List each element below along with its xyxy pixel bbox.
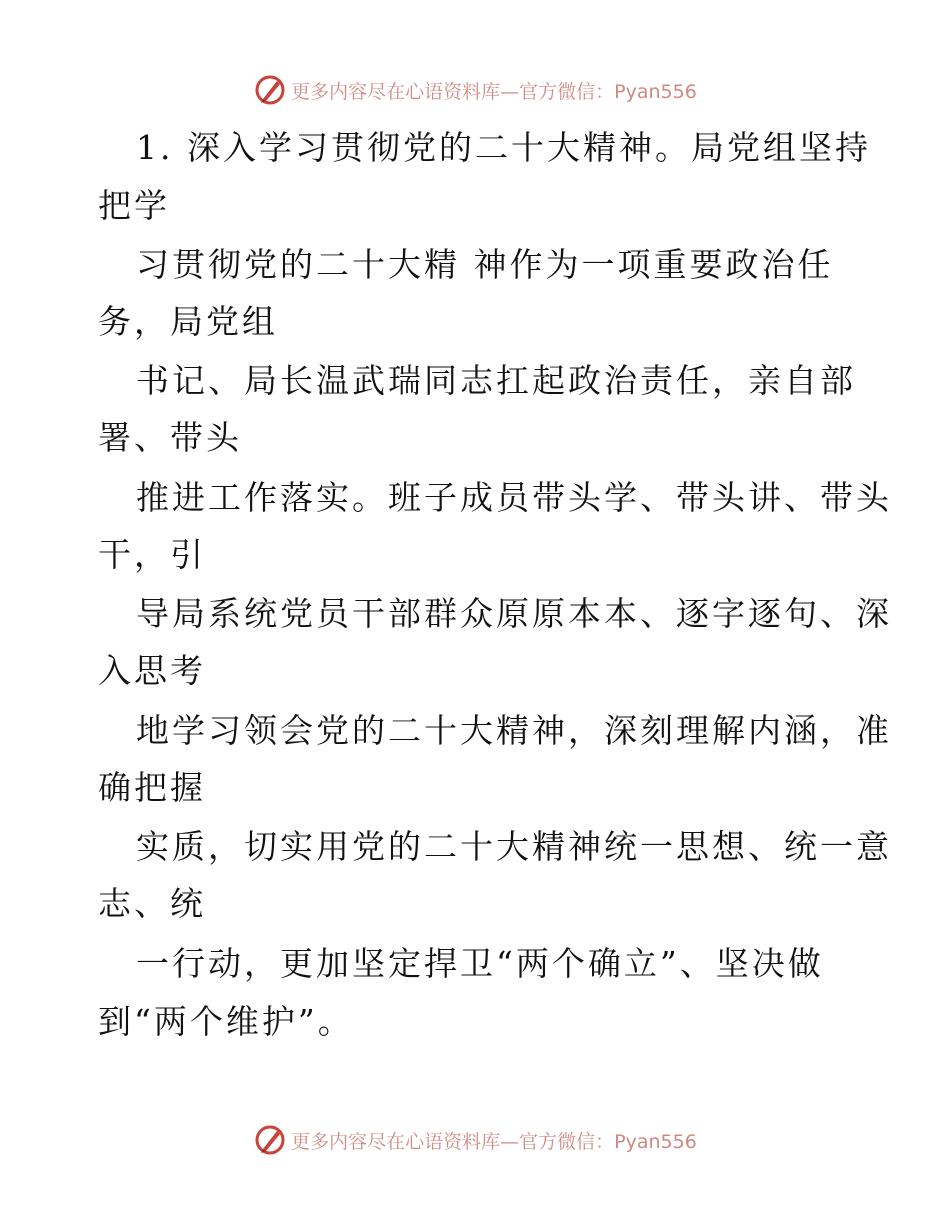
body-line: 志、统 xyxy=(98,884,206,923)
body-line: 导局系统党员干部群众原原本本、逐字逐句、深 xyxy=(136,594,892,633)
body-line: 书记、局长温武瑞同志扛起政治责任，亲自部 xyxy=(136,361,856,400)
body-line: 入思考 xyxy=(98,651,206,690)
body-line: 把学 xyxy=(98,186,170,225)
header-watermark xyxy=(0,70,950,110)
body-line: 到“两个维护”。 xyxy=(98,1002,354,1041)
body-line: 一行动，更加坚定捍卫“两个确立”、坚决做 xyxy=(136,944,824,983)
body-line: 署、带头 xyxy=(98,418,242,457)
pen-logo-icon xyxy=(253,73,287,107)
watermark-text: 更多内容尽在心语资料库—官方微信：Pyan556 xyxy=(291,80,697,103)
body-line: 推进工作落实。班子成员带头学、带头讲、带头 xyxy=(136,478,892,517)
footer-watermark xyxy=(0,1120,950,1160)
body-line: 1. 深入学习贯彻党的二十大精神。局党组坚持 xyxy=(136,128,871,167)
body-line: 实质，切实用党的二十大精神统一思想、统一意 xyxy=(136,827,892,866)
body-line: 务，局党组 xyxy=(98,302,278,341)
body-line: 习贯彻党的二十大精 神作为一项重要政治任 xyxy=(136,245,834,284)
watermark-text: 更多内容尽在心语资料库—官方微信：Pyan556 xyxy=(291,1130,697,1153)
pen-logo-icon xyxy=(253,1123,287,1157)
body-line: 地学习领会党的二十大精神，深刻理解内涵，准 xyxy=(136,711,892,750)
body-line: 干，引 xyxy=(98,535,206,574)
body-line: 确把握 xyxy=(98,768,206,807)
